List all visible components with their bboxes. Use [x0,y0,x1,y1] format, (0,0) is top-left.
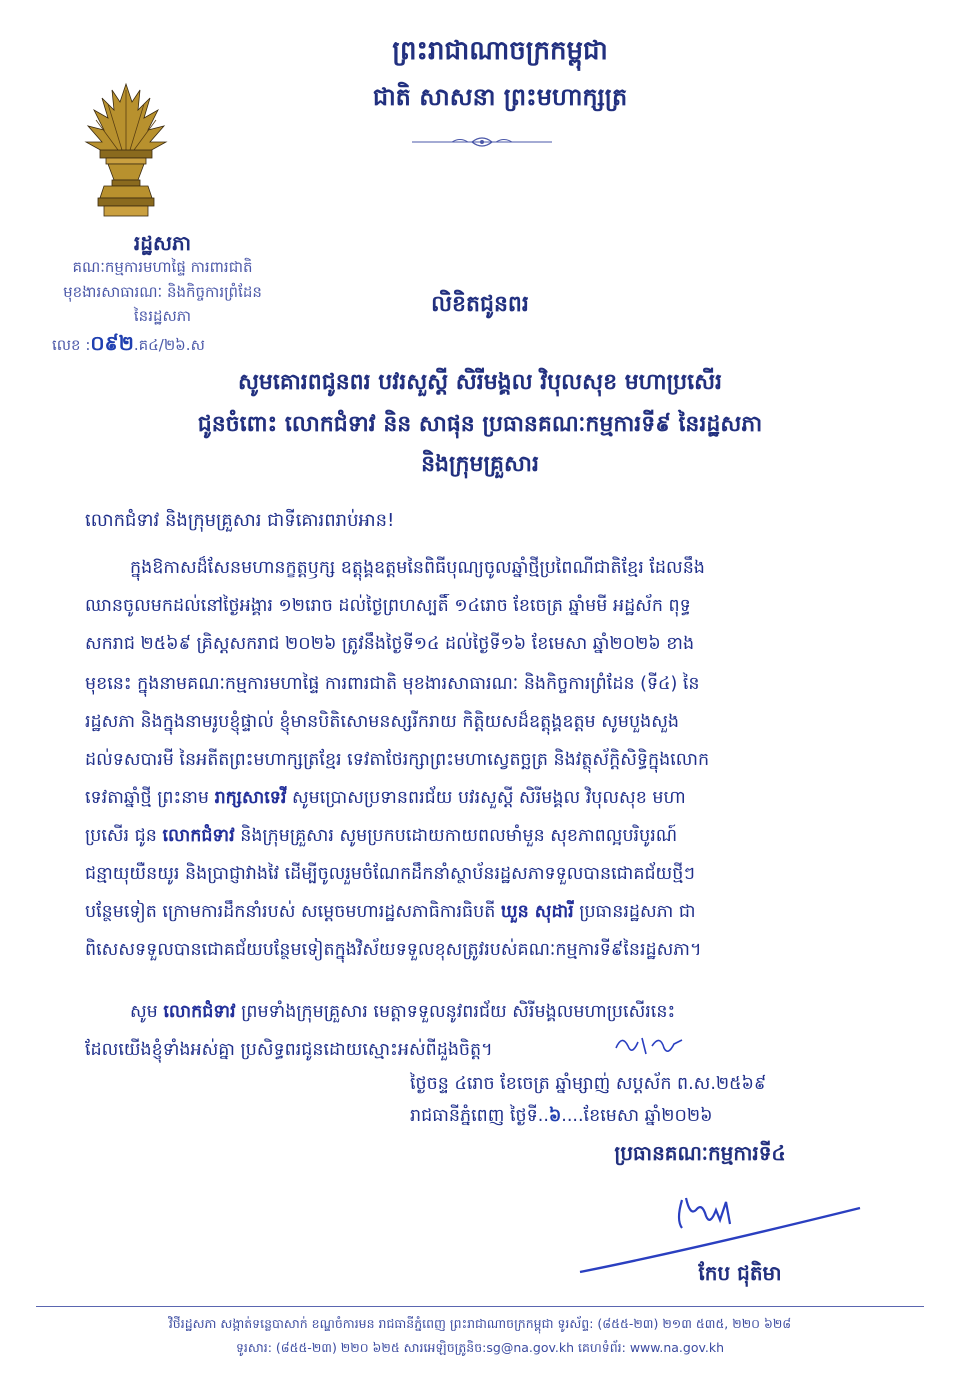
handwritten-day: ៦ [548,1106,562,1126]
document-title: លិខិតជូនពរ [431,292,529,317]
reference-handwritten-number: ០៩២ [90,331,134,355]
body-line: រដ្ឋសភា និងក្នុងនាមរូបខ្ញុំផ្ទាល់ ខ្ញុំមានបិតិសោមនស្សរីករាយ កិត្តិយសដ៏ឧត្តុង្គឧត្តម សូមបួងសួង [85,712,679,732]
body-line: ដែលយើងខ្ញុំទាំងអស់គ្នា ប្រសិទ្ធពរជូនដោយស្មោះអស់ពីដួងចិត្ត។ [85,1040,493,1060]
national-assembly-emblem-icon [78,80,174,220]
office-line: នៃរដ្ឋសភា [133,307,192,325]
reference-prefix: លេខ : [52,336,91,354]
signer-position: ប្រធានគណៈកម្មការទី៤ [614,1141,786,1165]
body-text: បន្ថែមទៀត ក្រោមការដឹកនាំរបស់ សម្តេចមហារដ្ឋសភាធិការធិបតី [85,902,501,922]
recipient-heading-cont: និងក្រុមគ្រួសារ [421,452,539,477]
body-text: សូមប្រោសប្រទានពរជ័យ បវរសួស្តី សិរីមង្គល វិបុលសុខ មហា [286,788,686,808]
body-text: សូម [130,1002,164,1022]
organization-name: រដ្ឋសភា [133,231,192,255]
body-line: មុខនេះ ក្នុងនាមគណៈកម្មការមហាផ្ទៃ ការពារជាតិ មុខងារសាធារណៈ និងកិច្ចការព្រំដែន (ទី៤) នៃ [85,674,700,694]
handwritten-initials [612,1030,692,1060]
body-line [85,824,885,850]
body-line [85,900,885,926]
body-text: ព្រមទាំងក្រុមគ្រួសារ មេត្តាទទួលនូវពរជ័យ សិរីមង្គលមហាប្រសើរនេះ [235,1002,676,1022]
place-date-text: ....ខែមេសា ឆ្នាំ២០២៦ [561,1106,713,1126]
body-line: ជន្មាយុយឺនយូរ និងប្រាជ្ញាវាងវៃ ដើម្បីចូលរួមចំណែកដឹកនាំស្ថាប័នរដ្ឋសភាទទួលបានជោគជ័យថ្មីៗ [85,864,695,884]
greeting-heading: សូមគោរពជូនពរ បវរសួស្តី សិរីមង្គល វិបុលសុខ មហាប្រសើរ [237,370,723,395]
reference-number [52,330,312,360]
president-name: ឃួន សុដារី [500,902,574,922]
recipient-title: លោកជំទាវ [162,826,235,846]
body-text: ប្រធានរដ្ឋសភា ជា [573,902,696,922]
body-line: ក្នុងឱកាសដ៏សែនមហានក្ខត្តឫក្ស ឧត្តុង្គឧត្តមនៃពិធីបុណ្យចូលឆ្នាំថ្មីប្រពៃណីជាតិខ្មែរ ដែលនឹង [130,558,705,578]
body-line [85,1000,885,1026]
lunar-date: ថ្ងៃចន្ទ ៤រោច ខែចេត្រ ឆ្នាំម្សាញ់ សប្តស័ក ព.ស.២៥៦៩ [410,1074,767,1094]
signer-name: កែប ជុតិមា [698,1261,782,1285]
body-line: សករាជ ២៥៦៩ គ្រិស្តសករាជ ២០២៦ ត្រូវនឹងថ្ងៃទី១៤ ដល់ថ្ងៃទី១៦ ខែមេសា ឆ្នាំ២០២៦ ខាង [85,634,695,654]
reference-suffix: .គ៤/២៦.ស [133,336,205,354]
body-line: ពិសេសទទួលបានជោគជ័យបន្ថែមទៀតក្នុងវិស័យទទួលខុសត្រូវរបស់គណៈកម្មការទី៩នៃរដ្ឋសភា។ [85,940,702,960]
recipient-title: លោកជំទាវ [163,1002,236,1022]
body-line [85,786,885,812]
office-line: មុខងារសាធារណៈ និងកិច្ចការព្រំដែន [63,283,262,301]
body-text: ទេវតាឆ្នាំថ្មី ព្រះនាម [85,788,215,808]
office-line: គណៈកម្មការមហាផ្ទៃ ការពារជាតិ [72,258,253,276]
deity-name: រាក្សសាទេវី [214,788,287,808]
footer-divider [36,1306,924,1307]
body-text: និងក្រុមគ្រួសារ សូមប្រកបដោយកាយពលមាំមួន សុខភាពល្អបរិបូរណ៍ [234,826,678,846]
recipient-heading: ជូនចំពោះ លោកជំទាវ និន សាផុន ប្រធានគណៈកម្មការទី៩ នៃរដ្ឋសភា [197,412,763,437]
national-motto: ជាតិ សាសនា ព្រះមហាក្សត្រ [372,83,628,111]
footer-contact: ទូរសារ: (៨៥៥-២៣) ២២០ ៦២៥ សារអេឡិចត្រូនិច:sg@na.gov.kh គេហទំព័រ: www.na.gov.kh [235,1340,725,1355]
footer-address: វិថីរដ្ឋសភា សង្កាត់ទន្លេបាសាក់ ខណ្ឌចំការមន រាជធានីភ្នំពេញ ព្រះរាជាណាចក្រកម្ពុជា ទូរស័ព្ទ: (៨៥៥-២៣) ២១៣ ៥៣៥, ២២០ ៦២៨ [168,1316,792,1331]
salutation: លោកជំទាវ និងក្រុមគ្រួសារ ជាទីគោរពរាប់អាន! [85,510,395,531]
divider-ornament-icon [412,134,552,150]
body-line: ដល់ទសបារមី នៃអតីតព្រះមហាក្សត្រខ្មែរ ទេវតាថែរក្សាព្រះមហាស្វេតច្ឆត្រ និងវត្ថុស័ក្តិសិទ្ធិក្នុងលោក [85,750,710,770]
body-text: ប្រសើរ ជូន [85,826,163,846]
place-date-text: រាជធានីភ្នំពេញ ថ្ងៃទី.. [410,1106,549,1126]
place-date [410,1104,890,1130]
kingdom-title: ព្រះរាជាណាចក្រកម្ពុជា [392,36,608,66]
body-line: ឈានចូលមកដល់នៅថ្ងៃអង្គារ ១២រោច ដល់ថ្ងៃព្រហស្បតិ៍ ១៤រោច ខែចេត្រ ឆ្នាំមមី អដ្ឋស័ក ពុទ្ធ [85,596,691,616]
